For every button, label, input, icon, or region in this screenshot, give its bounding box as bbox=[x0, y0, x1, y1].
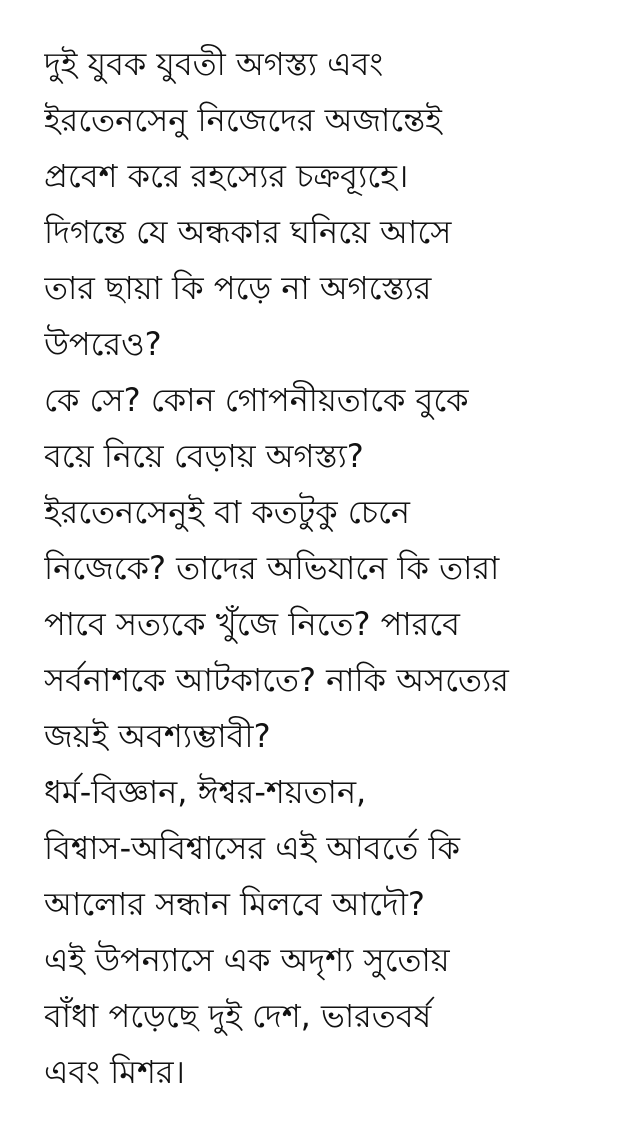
blurb-line-15: বিশ্বাস-অবিশ্বাসের এই আবর্তে কি bbox=[44, 829, 461, 867]
blurb-line-3: প্রবেশ করে রহস্যের চক্রব্যূহে। bbox=[44, 157, 409, 195]
blurb-line-13: জয়ই অবশ্যম্ভাবী? bbox=[44, 717, 271, 755]
blurb-line-11: পাবে সত্যকে খুঁজে নিতে? পারবে bbox=[44, 605, 460, 643]
blurb-line-18: বাঁধা পড়েছে দুই দেশ, ভারতবর্ষ bbox=[44, 997, 432, 1035]
blurb-line-17: এই উপন্যাসে এক অদৃশ্য সুতোয় bbox=[44, 941, 450, 979]
blurb-line-2: ইরতেনসেনু নিজেদের অজান্তেই bbox=[44, 101, 442, 139]
blurb-line-6: উপরেও? bbox=[44, 325, 162, 363]
blurb-line-9: ইরতেনসেনুই বা কতটুকু চেনে bbox=[44, 493, 410, 531]
blurb-line-10: নিজেকে? তাদের অভিযানে কি তারা bbox=[44, 549, 500, 587]
blurb-line-5: তার ছায়া কি পড়ে না অগস্ত্যের bbox=[44, 269, 432, 307]
blurb-line-16: আলোর সন্ধান মিলবে আদৌ? bbox=[44, 885, 425, 923]
blurb-line-1: দুই যুবক যুবতী অগস্ত্য এবং bbox=[44, 45, 384, 83]
blurb-line-12: সর্বনাশকে আটকাতে? নাকি অসত্যের bbox=[44, 661, 509, 699]
blurb-line-14: ধর্ম-বিজ্ঞান, ঈশ্বর-শয়তান, bbox=[44, 773, 367, 811]
blurb-line-8: বয়ে নিয়ে বেড়ায় অগস্ত্য? bbox=[44, 437, 364, 475]
blurb-line-7: কে সে? কোন গোপনীয়তাকে বুকে bbox=[44, 381, 469, 419]
blurb-line-19: এবং মিশর। bbox=[44, 1053, 186, 1091]
blurb-line-4: দিগন্তে যে অন্ধকার ঘনিয়ে আসে bbox=[44, 213, 452, 251]
